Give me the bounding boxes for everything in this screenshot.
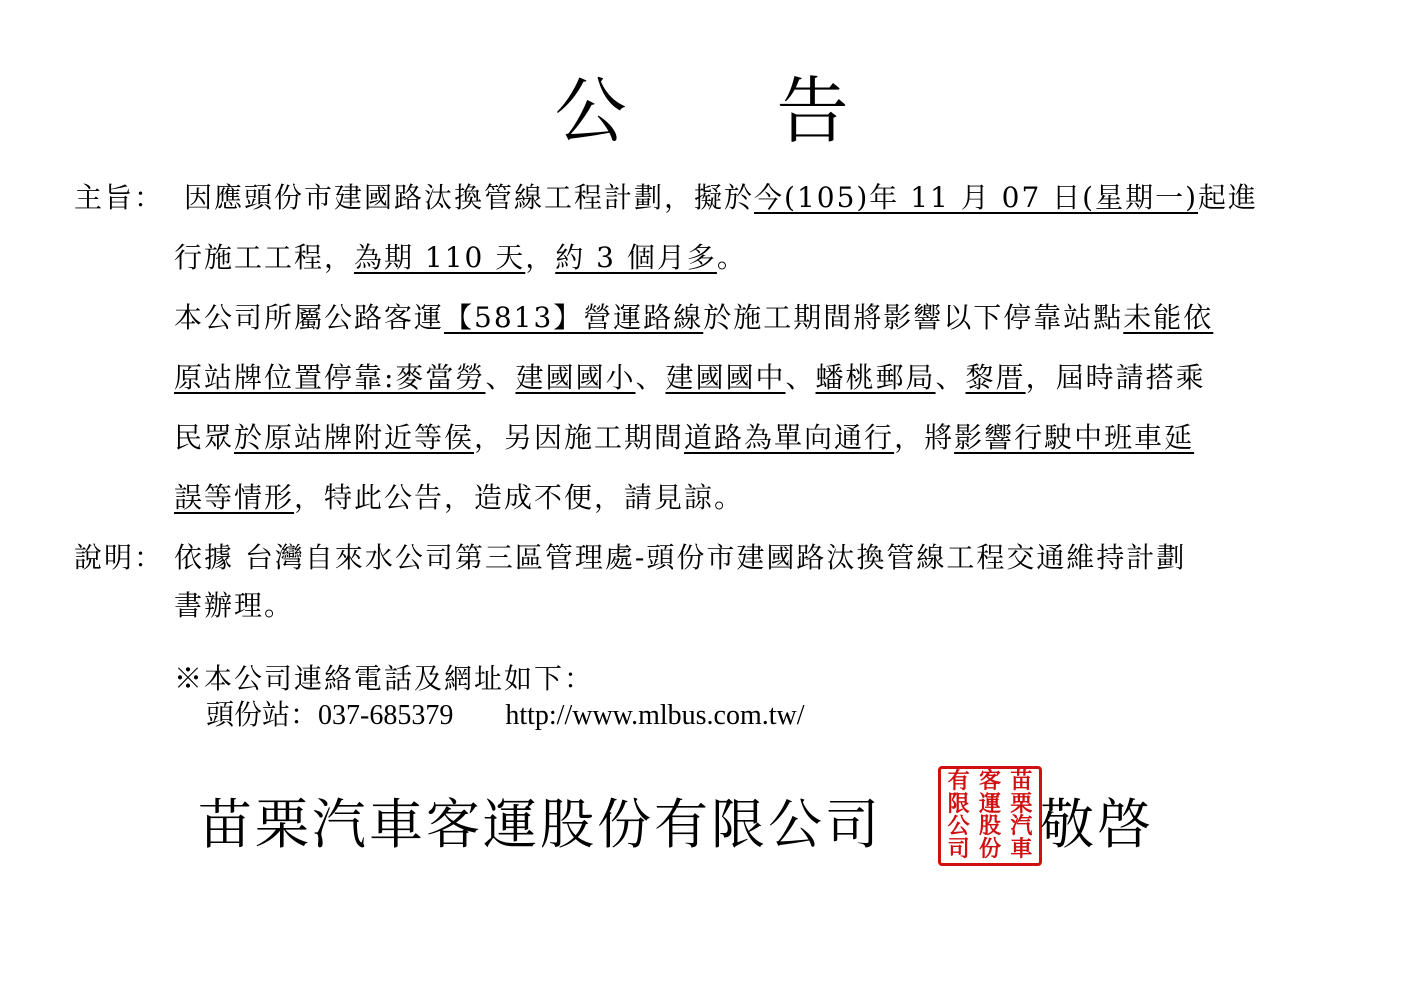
seal-character: 苗 bbox=[1010, 769, 1033, 794]
text-segment: 本公司所屬公路客運 bbox=[174, 301, 445, 334]
underlined-text: 為期 110 天 bbox=[354, 241, 526, 274]
explanation-line-1: 依據 台灣自來水公司第三區管理處-頭份市建國路汰換管線工程交通維持計劃 bbox=[174, 541, 1187, 574]
underlined-text: 今(105)年 11 月 07 日(星期一) bbox=[754, 181, 1199, 214]
underlined-text: 於原站牌附近等侯 bbox=[234, 421, 475, 454]
text-segment: ， bbox=[525, 241, 556, 274]
text-segment: ，另因施工期間 bbox=[474, 421, 685, 454]
title-char-1: 公 bbox=[554, 69, 627, 153]
subject-line-2 bbox=[174, 240, 747, 276]
company-seal-stamp bbox=[938, 766, 1042, 866]
underlined-text: 建國國中 bbox=[665, 361, 786, 394]
seal-character: 限 bbox=[947, 791, 970, 817]
text-segment: 起進 bbox=[1198, 181, 1259, 214]
subject-line-6 bbox=[174, 480, 744, 516]
underlined-text: 黎厝 bbox=[965, 361, 1026, 394]
seal-character: 車 bbox=[1010, 836, 1033, 862]
notice-title bbox=[0, 66, 1403, 156]
text-segment: 、 bbox=[935, 361, 966, 394]
seal-character: 公 bbox=[947, 814, 970, 839]
title-char-2: 告 bbox=[776, 69, 849, 153]
station-label: 頭份站： bbox=[206, 698, 319, 731]
underlined-text: 【5813】營運路線 bbox=[444, 301, 704, 334]
seal-character: 司 bbox=[947, 836, 970, 862]
text-segment: 、 bbox=[635, 361, 666, 394]
company-name: 苗栗汽車客運股份有限公司 bbox=[198, 793, 882, 856]
phone-number: 037-685379 bbox=[318, 700, 454, 731]
text-segment: ，屆時請搭乘 bbox=[1025, 361, 1206, 394]
seal-character: 有 bbox=[947, 769, 970, 794]
seal-character: 股 bbox=[978, 814, 1001, 839]
underlined-text: 影響行駛中班車延 bbox=[954, 421, 1195, 454]
seal-character: 栗 bbox=[1010, 791, 1033, 817]
text-segment: 。 bbox=[716, 241, 747, 274]
text-segment: ，特此公告，造成不便，請見諒。 bbox=[294, 481, 745, 514]
contact-heading: ※本公司連絡電話及網址如下： bbox=[174, 662, 595, 695]
text-segment: 行施工工程， bbox=[174, 241, 355, 274]
closing-text: 敬啓 bbox=[1040, 793, 1154, 856]
explanation-label: 說明： bbox=[74, 541, 165, 574]
underlined-text: 蟠桃郵局 bbox=[815, 361, 936, 394]
text-segment: 因應頭份市建國路汰換管線工程計劃，擬於 bbox=[184, 181, 755, 214]
text-segment: 、 bbox=[485, 361, 516, 394]
explanation-line-2: 書辦理。 bbox=[174, 589, 295, 622]
subject-line-5 bbox=[174, 420, 1194, 456]
contact-info bbox=[206, 698, 805, 733]
text-segment: 於施工期間將影響以下停靠站點 bbox=[703, 301, 1124, 334]
seal-character: 份 bbox=[978, 836, 1001, 862]
seal-character: 汽 bbox=[1010, 814, 1033, 839]
seal-character: 客 bbox=[978, 769, 1001, 794]
text-segment: 、 bbox=[785, 361, 816, 394]
underlined-text: 道路為單向通行 bbox=[684, 421, 895, 454]
subject-line-3 bbox=[174, 300, 1213, 336]
website-link[interactable]: http://www.mlbus.com.tw/ bbox=[505, 700, 805, 731]
underlined-text: 約 3 個月多 bbox=[555, 241, 717, 274]
underlined-text: 建國國小 bbox=[515, 361, 636, 394]
subject-label: 主旨： bbox=[74, 181, 165, 214]
seal-character: 運 bbox=[978, 791, 1001, 817]
underlined-text: 原站牌位置停靠:麥當勞 bbox=[174, 361, 486, 394]
underlined-text: 未能依 bbox=[1123, 301, 1214, 334]
subject-line-4 bbox=[174, 360, 1206, 396]
text-segment: ，將 bbox=[894, 421, 955, 454]
text-segment: 民眾 bbox=[174, 421, 235, 454]
subject-line-1 bbox=[184, 180, 1258, 216]
underlined-text: 誤等情形 bbox=[174, 481, 295, 514]
